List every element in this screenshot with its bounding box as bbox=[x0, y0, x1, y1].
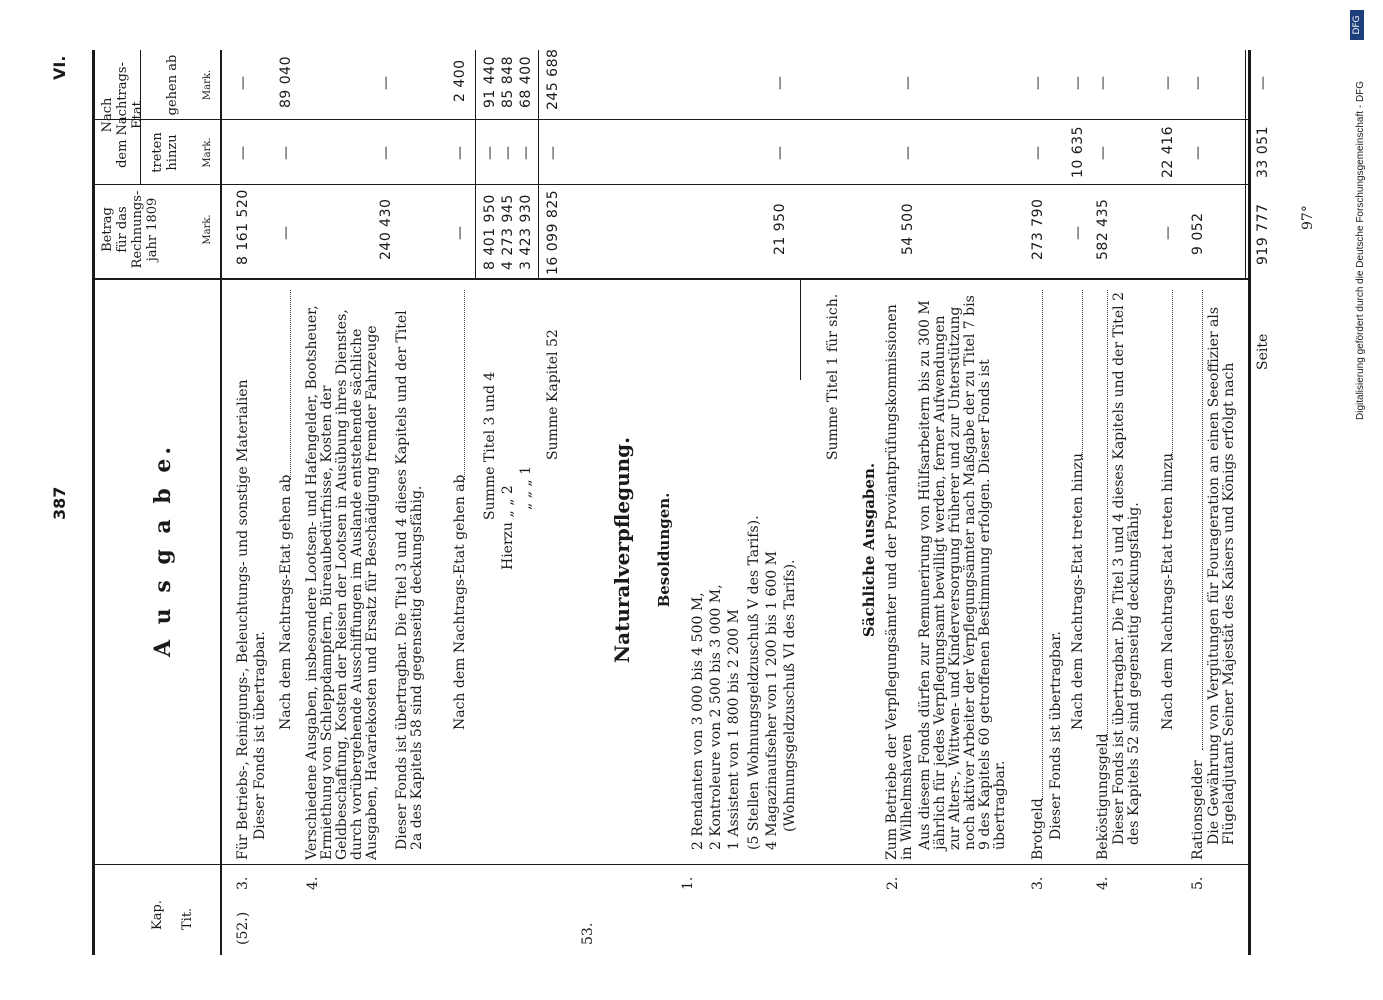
col-divider-ab bbox=[92, 119, 1250, 120]
betrag-cell: 4 273 945 bbox=[500, 194, 516, 270]
hinzu-cell: 10 635 bbox=[1070, 126, 1086, 178]
tit1-betrag: 21 950 bbox=[772, 203, 788, 255]
hinzu-cell: — bbox=[378, 146, 394, 160]
betrag-cell: — bbox=[1160, 226, 1176, 240]
saechliche-heading: Sächliche Ausgaben. bbox=[860, 462, 878, 638]
besoldung-line: 4 Magazinaufseher von 1 200 bis 1 600 M bbox=[764, 551, 780, 850]
betrag-cell: 240 430 bbox=[378, 198, 394, 260]
bottom-rule bbox=[1248, 50, 1251, 955]
header-tit: Tit. bbox=[180, 907, 195, 930]
hinzu-cell: — bbox=[1095, 146, 1111, 160]
ab-cell: — bbox=[235, 76, 251, 90]
hinzu-cell: — bbox=[1190, 146, 1206, 160]
header-rule bbox=[220, 50, 222, 955]
besoldung-line: (5 Stellen Wohnungsgeldzuschuß V des Tarifs). bbox=[746, 515, 762, 850]
ab-cell: — bbox=[1190, 76, 1206, 90]
ab-cell: 245 688 bbox=[545, 48, 561, 110]
tit-cell: 4. bbox=[1095, 876, 1111, 890]
kap-cell: (52.) bbox=[235, 911, 251, 945]
page-number: 387 bbox=[50, 486, 69, 520]
row-text: Summe Titel 3 und 4 bbox=[482, 371, 498, 520]
row-text: Für Betriebs-, Reinigungs-, Beleuchtungs- und sonstige Materialien bbox=[235, 379, 251, 860]
ab-cell: — bbox=[900, 76, 916, 90]
hinzu-cell: — bbox=[452, 146, 468, 160]
row-sub: Aus diesem Fonds dürfen zur Remunerirung von Hülfsarbeitern bis zu 300 M jährlich für jedes Verpflegungsamt bewilligt werden, ferner Aufwendungen zur Alters-, Wittwen- und Kinderversorgung früherer und zur Unterstützung noch aktiver Arbeiter der Verpflegungsämter nach Maßgabe der zu Titel 7 bis 9 des Kapitels 60 getroffenen Bestimmung erfolgen. Dieser Fonds ist übertragbar. bbox=[917, 295, 1008, 850]
hinzu-cell: — bbox=[482, 146, 498, 160]
hinzu-cell: 33 051 bbox=[1255, 126, 1271, 178]
betrag-cell: — bbox=[278, 226, 294, 240]
row-sub: Die Gewährung von Vergütungen für Fourageration an einen Seeoffizier als Flügeladjutant Seiner Majestät des Kaisers und Königs erfolgt nach bbox=[1206, 306, 1237, 845]
betrag-cell: — bbox=[452, 226, 468, 240]
header-title: A u s g a b e. bbox=[150, 442, 176, 658]
ab-cell: — bbox=[1095, 76, 1111, 90]
betrag-cell: 16 099 825 bbox=[545, 189, 561, 275]
tit1-ab: — bbox=[772, 76, 788, 90]
betrag-cell: 54 500 bbox=[900, 203, 916, 255]
dot-leader bbox=[1082, 290, 1083, 460]
row-text: Nach dem Nachtrags-Etat treten hinzu bbox=[1070, 452, 1086, 730]
betrag-cell: — bbox=[1070, 226, 1086, 240]
dot-leader bbox=[1107, 290, 1108, 740]
hinzu-cell: — bbox=[235, 146, 251, 160]
header-gehen-ab: gehen ab bbox=[165, 54, 180, 116]
dot-leader bbox=[290, 290, 291, 480]
betrag-cell: 582 435 bbox=[1095, 198, 1111, 260]
row-sub: Dieser Fonds ist übertragbar. Die Titel 3 und 4 dieses Kapitels und der Titel 2 des Kapitels 52 sind gegenseitig deckungsfähig. bbox=[1111, 291, 1142, 845]
ab-cell: — bbox=[1255, 76, 1271, 90]
row-text: Nach dem Nachtrags-Etat treten hinzu bbox=[1160, 452, 1176, 730]
row-sub: Dieser Fonds ist übertragbar. bbox=[1048, 631, 1064, 840]
col-divider-left bbox=[92, 864, 1250, 865]
ab-cell: 85 848 bbox=[500, 56, 516, 108]
top-rule bbox=[92, 50, 95, 955]
row-sub: Dieser Fonds ist übertragbar. Die Titel 3 und 4 dieses Kapitels und der Titel 2a des Kapitels 58 sind gegenseitig deckungsfähig. bbox=[394, 310, 425, 850]
tit-1: 1. bbox=[680, 876, 696, 890]
ab-cell: 68 400 bbox=[518, 56, 534, 108]
sum-rule bbox=[475, 50, 476, 278]
row-sub: Dieser Fonds ist übertragbar. bbox=[252, 631, 268, 840]
section-number: VI. bbox=[50, 55, 69, 80]
tit-cell: 4. bbox=[305, 876, 321, 890]
hinzu-cell: — bbox=[545, 146, 561, 160]
col-divider-betrag bbox=[92, 278, 1250, 280]
tit-cell: 3. bbox=[1030, 876, 1046, 890]
row-text: Seite bbox=[1255, 333, 1271, 370]
dot-leader bbox=[1042, 290, 1043, 800]
header-kap: Kap. bbox=[150, 900, 165, 930]
sum-rule-2 bbox=[538, 50, 539, 278]
besoldungen-heading: Besoldungen. bbox=[655, 492, 673, 608]
besoldung-line: 1 Assistent von 1 800 bis 2 200 M bbox=[726, 609, 742, 850]
dot-leader bbox=[464, 290, 465, 480]
besoldung-line: (Wohnungsgeldzuschuß VI des Tarifs). bbox=[782, 559, 798, 832]
hinzu-cell: 22 416 bbox=[1160, 126, 1176, 178]
tit-cell: 3. bbox=[235, 876, 251, 890]
ab-cell: — bbox=[378, 76, 394, 90]
betrag-cell: 8 161 520 bbox=[235, 189, 251, 265]
tit1-hinzu: — bbox=[772, 146, 788, 160]
seite-rule bbox=[1245, 50, 1246, 278]
betrag-cell: 3 423 930 bbox=[518, 194, 534, 270]
tit-cell: 2. bbox=[885, 876, 901, 890]
betrag-cell: 273 790 bbox=[1030, 198, 1046, 260]
dfg-sidebar-note: Digitalisierung gefördert durch die Deutsche Forschungsgemeinschaft - DFG bbox=[1355, 80, 1366, 420]
row-text: Brotgeld bbox=[1030, 798, 1046, 860]
hinzu-cell: — bbox=[900, 146, 916, 160]
ab-cell: — bbox=[1160, 76, 1176, 90]
row-text: Hierzu „ „ 2 bbox=[500, 485, 516, 570]
row-text: Verschiedene Ausgaben, insbesondere Lootsen- und Hafengelder, Bootsheuer, Ermiethung von Schleppdampfern, Büreaubedürfnisse, Kosten der Geldbeschaffung, Kosten der Reisen der Lootsen in Ausübung ihres Dienstes, durch vorübergehende Ausschiffungen im Auslande entstehende sächliche Ausgaben, Havariekosten und Ersatz für Beschädigung fremder Fahrzeuge bbox=[304, 305, 380, 860]
ab-cell: 89 040 bbox=[278, 56, 294, 108]
hinzu-cell: — bbox=[278, 146, 294, 160]
header-ab-unit: Mark. bbox=[202, 69, 213, 101]
row-text: Nach dem Nachtrags-Etat gehen ab bbox=[452, 474, 468, 730]
col-divider-hinzu bbox=[92, 184, 1250, 185]
dot-leader bbox=[1172, 290, 1173, 460]
betrag-cell: 8 401 950 bbox=[482, 194, 498, 270]
ab-cell: 91 440 bbox=[482, 56, 498, 108]
betrag-cell: 9 052 bbox=[1190, 212, 1206, 255]
row-text: Summe Kapitel 52 bbox=[545, 329, 561, 460]
summe-titel1: Summe Titel 1 für sich. bbox=[825, 293, 841, 460]
header-hinzu-unit: Mark. bbox=[202, 137, 213, 168]
hinzu-cell: — bbox=[1030, 146, 1046, 160]
row-text: „ „ „ 1 bbox=[518, 465, 534, 510]
summe-titel1-rule bbox=[800, 280, 801, 380]
header-betrag-unit: Mark. bbox=[202, 214, 213, 245]
footer-page-mark: 97° bbox=[1300, 205, 1316, 230]
row-text: Zum Betriebe der Verpflegungsämter und der Proviantprüfungskommissionen in Wilhelmshaven bbox=[884, 304, 915, 860]
row-text: Nach dem Nachtrags-Etat gehen ab bbox=[278, 474, 294, 730]
chapter53-title: Naturalverpflegung. bbox=[610, 436, 634, 664]
kap-53: 53. bbox=[580, 922, 596, 945]
besoldung-line: 2 Rendanten von 3 000 bis 4 500 M, bbox=[690, 592, 706, 850]
besoldung-line: 2 Kontroleure von 2 500 bis 3 000 M, bbox=[708, 584, 724, 850]
header-betrag: Betrag für das Rechnungs- jahr 1809 bbox=[100, 190, 160, 269]
row-text: Rationsgelder bbox=[1190, 760, 1206, 860]
ab-cell: — bbox=[1030, 76, 1046, 90]
tit-cell: 5. bbox=[1190, 876, 1206, 890]
dot-leader bbox=[1202, 290, 1203, 750]
dfg-logo: DFG bbox=[1350, 10, 1364, 40]
hinzu-cell: — bbox=[518, 146, 534, 160]
ab-cell: 2 400 bbox=[452, 59, 468, 102]
row-text: Beköstigungsgeld bbox=[1095, 733, 1111, 860]
betrag-cell: 919 777 bbox=[1255, 203, 1271, 265]
header-nach: Nach dem Nachtrags-Etat bbox=[100, 62, 145, 168]
ab-cell: — bbox=[1070, 76, 1086, 90]
header-treten-hinzu: treten hinzu bbox=[150, 132, 180, 173]
hinzu-cell: — bbox=[500, 146, 516, 160]
